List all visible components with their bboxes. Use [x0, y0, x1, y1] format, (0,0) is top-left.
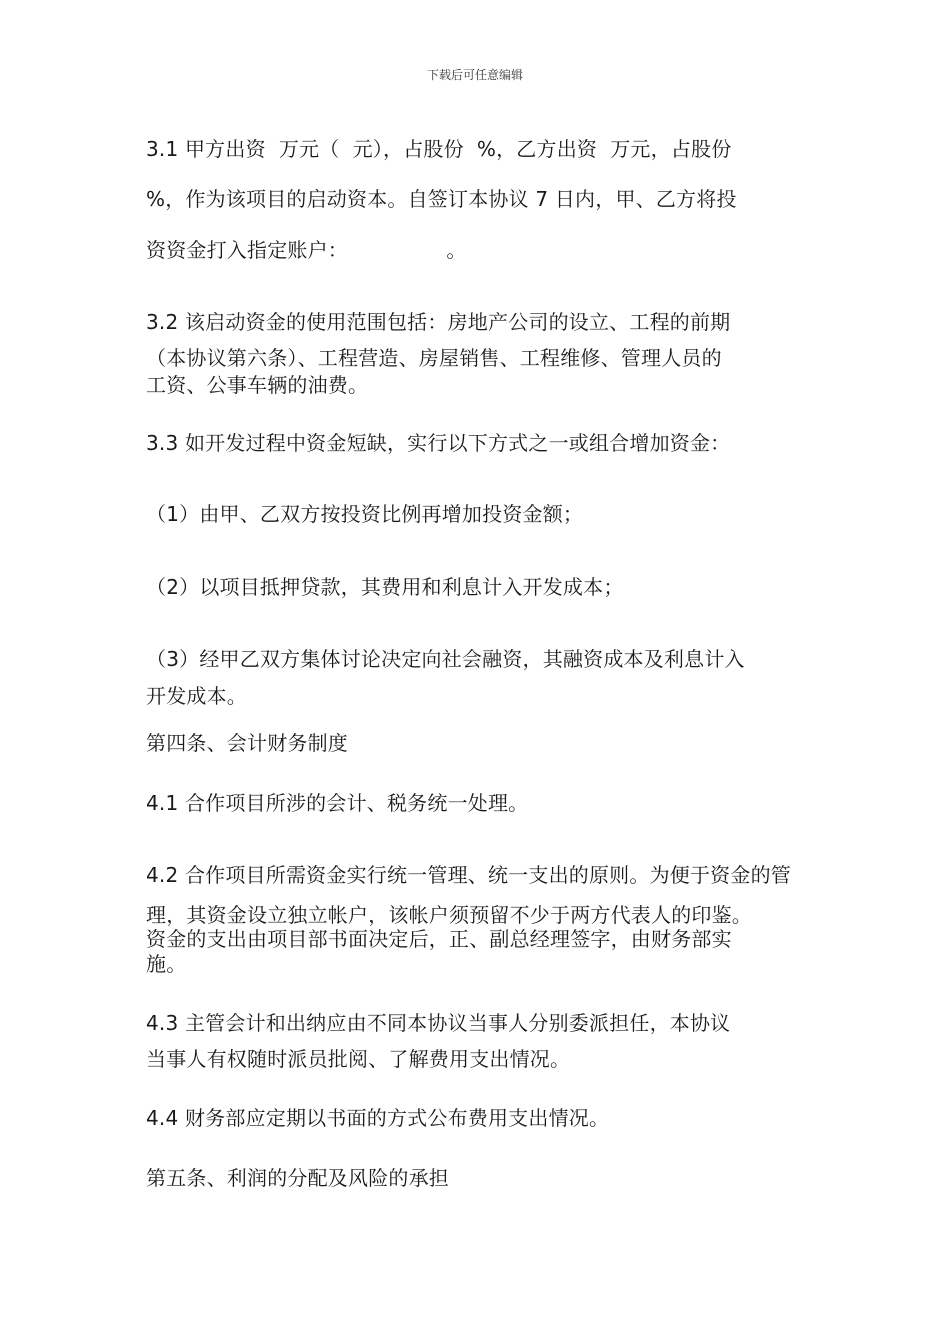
- paragraph-line: 理，其资金设立独立帐户，该帐户须预留不少于两方代表人的印鉴。: [146, 903, 752, 927]
- paragraph-line: 4.2 合作项目所需资金实行统一管理、统一支出的原则。为便于资金的管: [146, 863, 791, 887]
- paragraph-line: %，作为该项目的启动资本。自签订本协议 7 日内，甲、乙方将投: [146, 187, 737, 211]
- paragraph-line: 3.1 甲方出资 万元（ 元），占股份 %，乙方出资 万元，占股份: [146, 137, 732, 161]
- paragraph-line: （本协议第六条）、工程营造、房屋销售、工程维修、管理人员的: [146, 346, 722, 370]
- paragraph-line: 3.3 如开发过程中资金短缺，实行以下方式之一或组合增加资金：: [146, 431, 731, 455]
- paragraph-line: 当事人有权随时派员批阅、了解费用支出情况。: [146, 1047, 571, 1071]
- paragraph-line: 施。: [146, 952, 187, 976]
- paragraph-line: 3.2 该启动资金的使用范围包括：房地产公司的设立、工程的前期: [146, 310, 731, 334]
- paragraph-line: 4.1 合作项目所涉的会计、税务统一处理。: [146, 791, 529, 815]
- paragraph-line: 资金的支出由项目部书面决定后，正、副总经理签字，由财务部实: [146, 927, 732, 951]
- paragraph-line: 资资金打入指定账户： 。: [146, 238, 467, 262]
- paragraph-line: 工资、公事车辆的油费。: [146, 373, 369, 397]
- paragraph-line: （3）经甲乙双方集体讨论决定向社会融资，其融资成本及利息计入: [146, 647, 745, 671]
- paragraph-line: 4.3 主管会计和出纳应由不同本协议当事人分别委派担任，本协议: [146, 1011, 731, 1035]
- section-heading: 第四条、会计财务制度: [146, 731, 348, 755]
- paragraph-line: 开发成本。: [146, 684, 247, 708]
- section-heading: 第五条、利润的分配及风险的承担: [146, 1166, 449, 1190]
- paragraph-line: 4.4 财务部应定期以书面的方式公布费用支出情况。: [146, 1106, 610, 1130]
- paragraph-line: （1）由甲、乙双方按投资比例再增加投资金额；: [146, 502, 584, 526]
- page-header: 下载后可任意编辑: [426, 68, 523, 82]
- paragraph-line: （2）以项目抵押贷款，其费用和利息计入开发成本；: [146, 575, 624, 599]
